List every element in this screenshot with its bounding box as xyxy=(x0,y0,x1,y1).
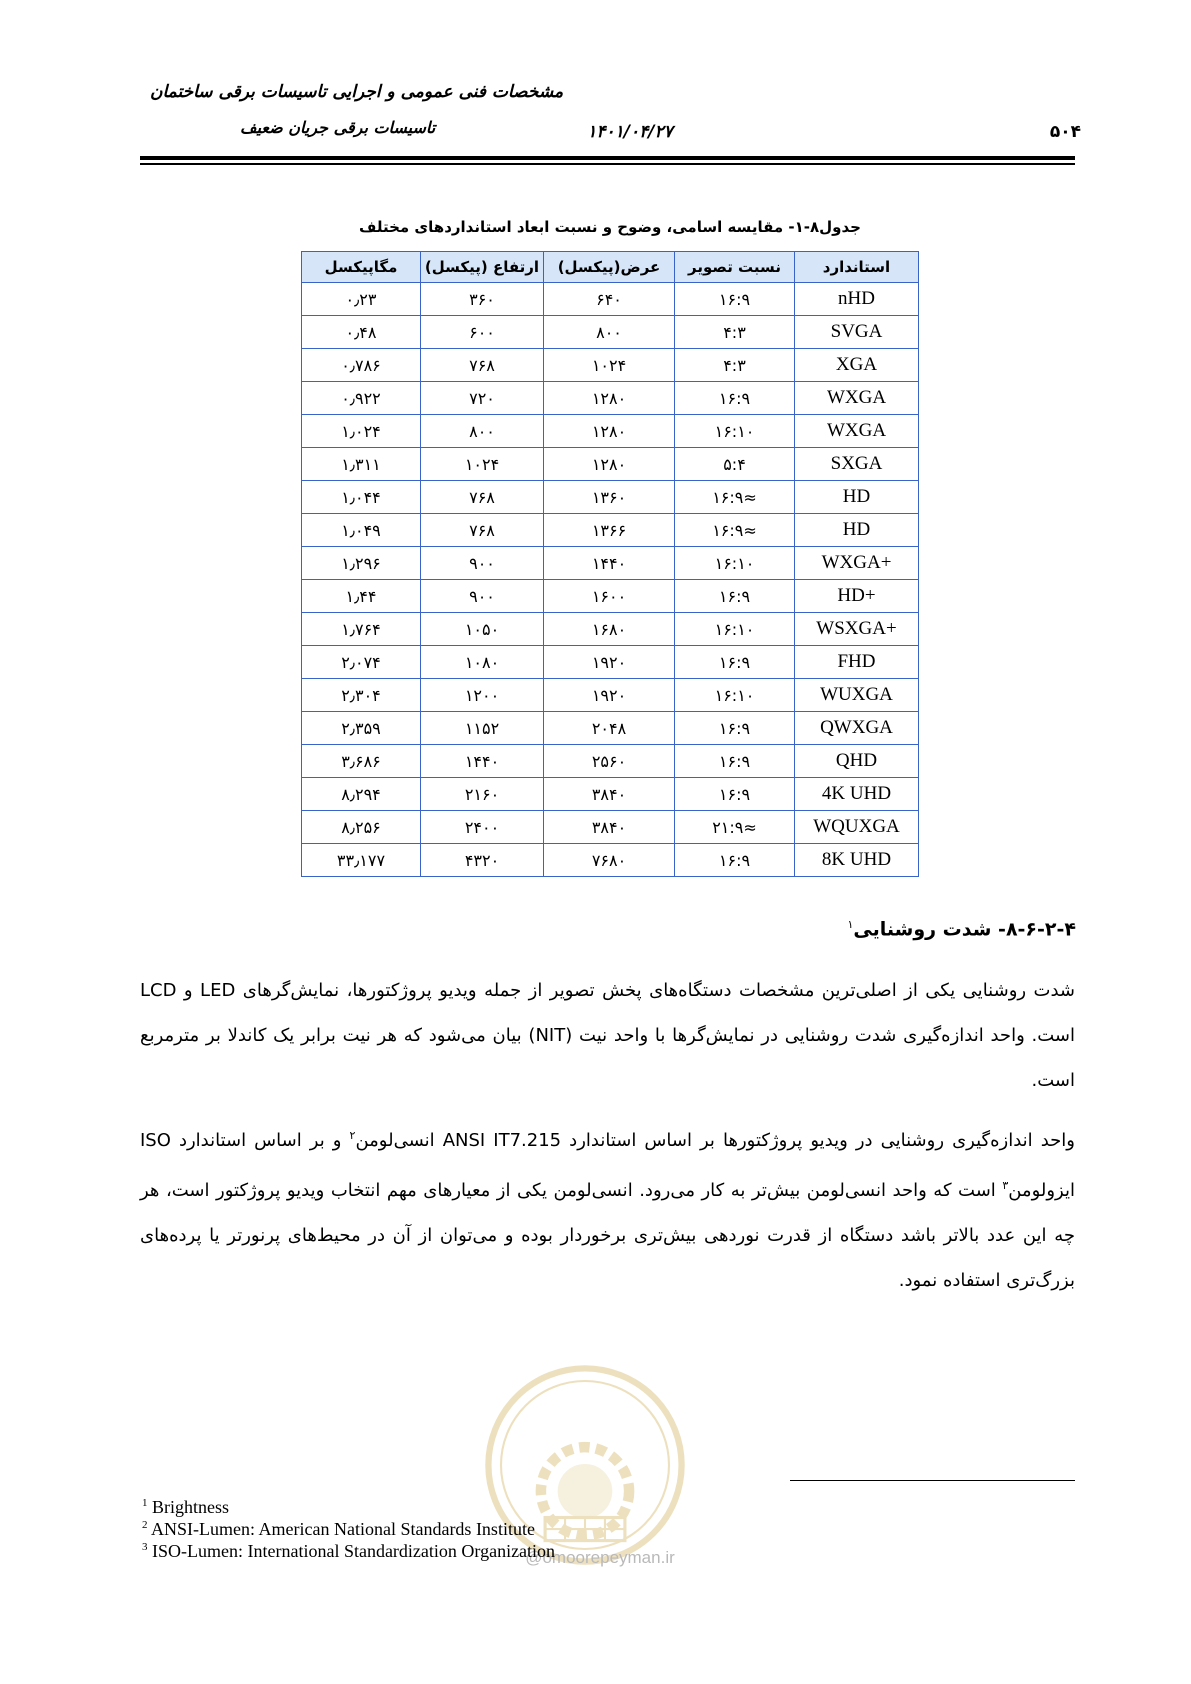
document-title: مشخصات فنی عمومی و اجرایی تاسیسات برقی ساختمان xyxy=(150,82,564,102)
footnote-1-number: 1 xyxy=(142,1497,148,1509)
footnote-separator xyxy=(790,1480,1075,1481)
watermark-url: @omoorepeyman.ir xyxy=(525,1548,675,1567)
cell-width: ۱۲۸۰ xyxy=(544,382,675,415)
footnote-2-number: 2 xyxy=(142,1519,148,1531)
cell-aspect-ratio: ۱۶:۹ xyxy=(675,580,795,613)
header-megapixels: مگاپیکسل xyxy=(302,252,421,283)
cell-width: ۳۸۴۰ xyxy=(544,811,675,844)
cell-standard: WSXGA+ xyxy=(795,613,919,646)
cell-width: ۳۸۴۰ xyxy=(544,778,675,811)
cell-megapixels: ۸٫۲۵۶ xyxy=(302,811,421,844)
header-rule-thick xyxy=(140,156,1075,160)
cell-width: ۱۹۲۰ xyxy=(544,679,675,712)
cell-standard: 4K UHD xyxy=(795,778,919,811)
table-row xyxy=(302,613,919,646)
table-row xyxy=(302,415,919,448)
cell-aspect-ratio: ۱۶:۱۰ xyxy=(675,547,795,580)
cell-aspect-ratio: ۱۶:۹ xyxy=(675,283,795,316)
table-row xyxy=(302,514,919,547)
cell-aspect-ratio: ≈۱۶:۹ xyxy=(675,514,795,547)
cell-standard: SVGA xyxy=(795,316,919,349)
cell-width: ۱۴۴۰ xyxy=(544,547,675,580)
cell-aspect-ratio: ۱۶:۹ xyxy=(675,382,795,415)
document-date: ۱۴۰۱/۰۴/۲۷ xyxy=(587,122,673,142)
cell-width: ۱۰۲۴ xyxy=(544,349,675,382)
table-row xyxy=(302,316,919,349)
cell-standard: QHD xyxy=(795,745,919,778)
cell-standard: QWXGA xyxy=(795,712,919,745)
cell-aspect-ratio: ۱۶:۱۰ xyxy=(675,679,795,712)
table-row xyxy=(302,580,919,613)
table-row xyxy=(302,547,919,580)
cell-height: ۱۴۴۰ xyxy=(421,745,544,778)
table-caption: جدول۸-۱- مقایسه اسامی، وضوح و نسبت ابعاد استانداردهای مختلف xyxy=(358,218,861,236)
paragraph-ansi-lumen xyxy=(140,1113,1075,1303)
cell-standard: XGA xyxy=(795,349,919,382)
cell-megapixels: ۰٫۴۸ xyxy=(302,316,421,349)
footnote-ref-1: ۱ xyxy=(847,918,854,931)
cell-height: ۳۶۰ xyxy=(421,283,544,316)
cell-aspect-ratio: ۵:۴ xyxy=(675,448,795,481)
cell-width: ۶۴۰ xyxy=(544,283,675,316)
footnote-3 xyxy=(142,1536,555,1562)
cell-aspect-ratio: ۱۶:۹ xyxy=(675,745,795,778)
table-row xyxy=(302,679,919,712)
cell-standard: HD xyxy=(795,514,919,547)
cell-width: ۲۵۶۰ xyxy=(544,745,675,778)
cell-megapixels: ۲٫۳۵۹ xyxy=(302,712,421,745)
cell-aspect-ratio: ۱۶:۹ xyxy=(675,778,795,811)
cell-width: ۱۳۶۶ xyxy=(544,514,675,547)
cell-standard: 8K UHD xyxy=(795,844,919,877)
table-row xyxy=(302,382,919,415)
cell-standard: WUXGA xyxy=(795,679,919,712)
paragraph-ansi-lumen-part2: و بر اساس استاندارد ISO ایزولومن xyxy=(140,1130,1075,1201)
cell-aspect-ratio: ۱۶:۱۰ xyxy=(675,613,795,646)
paragraph-ansi-lumen-part3: است که واحد انسی‌لومن بیش‌تر به کار می‌رود. انسی‌لومن یکی از معیارهای مهم انتخاب ویدیو پروژکتور است، هر چه این عدد بالاتر باشد دستگاه از قدرت نوردهی بیش‌تری برخوردار بوده و می‌توان از آن در محیط‌های پرنورتر یا پرده‌های بزرگ‌تری استفاده نمود. xyxy=(140,1180,1075,1291)
footnote-ref-3: ۳ xyxy=(1002,1179,1009,1192)
cell-width: ۸۰۰ xyxy=(544,316,675,349)
cell-megapixels: ۱٫۴۴ xyxy=(302,580,421,613)
cell-megapixels: ۱٫۰۴۹ xyxy=(302,514,421,547)
table-row xyxy=(302,712,919,745)
cell-aspect-ratio: ۱۶:۹ xyxy=(675,844,795,877)
cell-megapixels: ۲٫۰۷۴ xyxy=(302,646,421,679)
header-height: ارتفاع (پیکسل) xyxy=(421,252,544,283)
cell-standard: HD+ xyxy=(795,580,919,613)
cell-megapixels: ۲٫۳۰۴ xyxy=(302,679,421,712)
cell-aspect-ratio: ۴:۳ xyxy=(675,316,795,349)
cell-megapixels: ۱٫۰۲۴ xyxy=(302,415,421,448)
page-number: ۵۰۴ xyxy=(1049,122,1081,142)
table-row xyxy=(302,448,919,481)
header-rule-thin xyxy=(140,163,1075,165)
table-header-row xyxy=(302,252,919,283)
table-row xyxy=(302,349,919,382)
cell-aspect-ratio: ۱۶:۹ xyxy=(675,712,795,745)
cell-height: ۱۰۵۰ xyxy=(421,613,544,646)
cell-height: ۹۰۰ xyxy=(421,580,544,613)
footnote-2-text: ANSI-Lumen: American National Standards Institute xyxy=(151,1519,535,1539)
footnote-ref-2: ۲ xyxy=(349,1129,356,1142)
cell-megapixels: ۳٫۶۸۶ xyxy=(302,745,421,778)
cell-aspect-ratio: ۴:۳ xyxy=(675,349,795,382)
cell-aspect-ratio: ≈۱۶:۹ xyxy=(675,481,795,514)
cell-height: ۱۲۰۰ xyxy=(421,679,544,712)
resolution-standards-table xyxy=(301,251,919,877)
cell-standard: WXGA xyxy=(795,382,919,415)
cell-megapixels: ۱٫۲۹۶ xyxy=(302,547,421,580)
paragraph-ansi-lumen-part1: واحد اندازه‌گیری روشنایی در ویدیو پروژکتورها بر اساس استاندارد ANSI IT7.215 انسی‌لومن xyxy=(355,1130,1076,1151)
cell-width: ۷۶۸۰ xyxy=(544,844,675,877)
cell-height: ۶۰۰ xyxy=(421,316,544,349)
table-row xyxy=(302,646,919,679)
footnote-3-number: 3 xyxy=(142,1541,148,1553)
cell-megapixels: ۱٫۷۶۴ xyxy=(302,613,421,646)
cell-height: ۸۰۰ xyxy=(421,415,544,448)
cell-height: ۱۰۸۰ xyxy=(421,646,544,679)
cell-megapixels: ۸٫۲۹۴ xyxy=(302,778,421,811)
cell-width: ۲۰۴۸ xyxy=(544,712,675,745)
cell-width: ۱۶۸۰ xyxy=(544,613,675,646)
table-row xyxy=(302,844,919,877)
cell-width: ۱۲۸۰ xyxy=(544,415,675,448)
table-row xyxy=(302,283,919,316)
cell-aspect-ratio: ۱۶:۱۰ xyxy=(675,415,795,448)
cell-standard: FHD xyxy=(795,646,919,679)
cell-width: ۱۲۸۰ xyxy=(544,448,675,481)
document-subtitle: تاسیسات برقی جریان ضعیف xyxy=(240,118,436,137)
footnote-3-text: ISO-Lumen: International Standardization Organization xyxy=(152,1541,556,1561)
header-standard: استاندارد xyxy=(795,252,919,283)
header-width: عرض(پیکسل) xyxy=(544,252,675,283)
cell-height: ۷۶۸ xyxy=(421,481,544,514)
cell-standard: SXGA xyxy=(795,448,919,481)
table-row xyxy=(302,745,919,778)
cell-megapixels: ۰٫۷۸۶ xyxy=(302,349,421,382)
cell-megapixels: ۱٫۰۴۴ xyxy=(302,481,421,514)
cell-height: ۷۶۸ xyxy=(421,349,544,382)
cell-height: ۲۴۰۰ xyxy=(421,811,544,844)
table-row xyxy=(302,778,919,811)
cell-width: ۱۳۶۰ xyxy=(544,481,675,514)
section-heading xyxy=(576,918,1076,940)
cell-standard: WQUXGA xyxy=(795,811,919,844)
cell-height: ۷۲۰ xyxy=(421,382,544,415)
cell-height: ۷۶۸ xyxy=(421,514,544,547)
cell-standard: WXGA+ xyxy=(795,547,919,580)
cell-height: ۲۱۶۰ xyxy=(421,778,544,811)
table-row xyxy=(302,811,919,844)
cell-height: ۹۰۰ xyxy=(421,547,544,580)
cell-height: ۱۱۵۲ xyxy=(421,712,544,745)
cell-megapixels: ۳۳٫۱۷۷ xyxy=(302,844,421,877)
footnote-1-text: Brightness xyxy=(152,1497,230,1517)
cell-aspect-ratio: ۱۶:۹ xyxy=(675,646,795,679)
cell-standard: nHD xyxy=(795,283,919,316)
cell-megapixels: ۱٫۳۱۱ xyxy=(302,448,421,481)
cell-width: ۱۶۰۰ xyxy=(544,580,675,613)
cell-standard: WXGA xyxy=(795,415,919,448)
cell-megapixels: ۰٫۲۳ xyxy=(302,283,421,316)
header-aspect-ratio: نسبت تصویر xyxy=(675,252,795,283)
cell-megapixels: ۰٫۹۲۲ xyxy=(302,382,421,415)
section-title: ۸-۶-۲-۴- شدت روشنایی xyxy=(853,918,1076,941)
cell-width: ۱۹۲۰ xyxy=(544,646,675,679)
table-body xyxy=(302,283,919,877)
paragraph-brightness-definition: شدت روشنایی یکی از اصلی‌ترین مشخصات دستگاه‌های پخش تصویر از جمله ویدیو پروژکتورها، نمایش‌گرهای LED و LCD است. واحد اندازه‌گیری شدت روشنایی در نمایش‌گرها با واحد نیت (NIT) بیان می‌شود که هر نیت برابر یک کاندلا بر مترمربع است. xyxy=(140,980,1075,1091)
cell-standard: HD xyxy=(795,481,919,514)
cell-height: ۴۳۲۰ xyxy=(421,844,544,877)
cell-aspect-ratio: ≈۲۱:۹ xyxy=(675,811,795,844)
table-row xyxy=(302,481,919,514)
cell-height: ۱۰۲۴ xyxy=(421,448,544,481)
